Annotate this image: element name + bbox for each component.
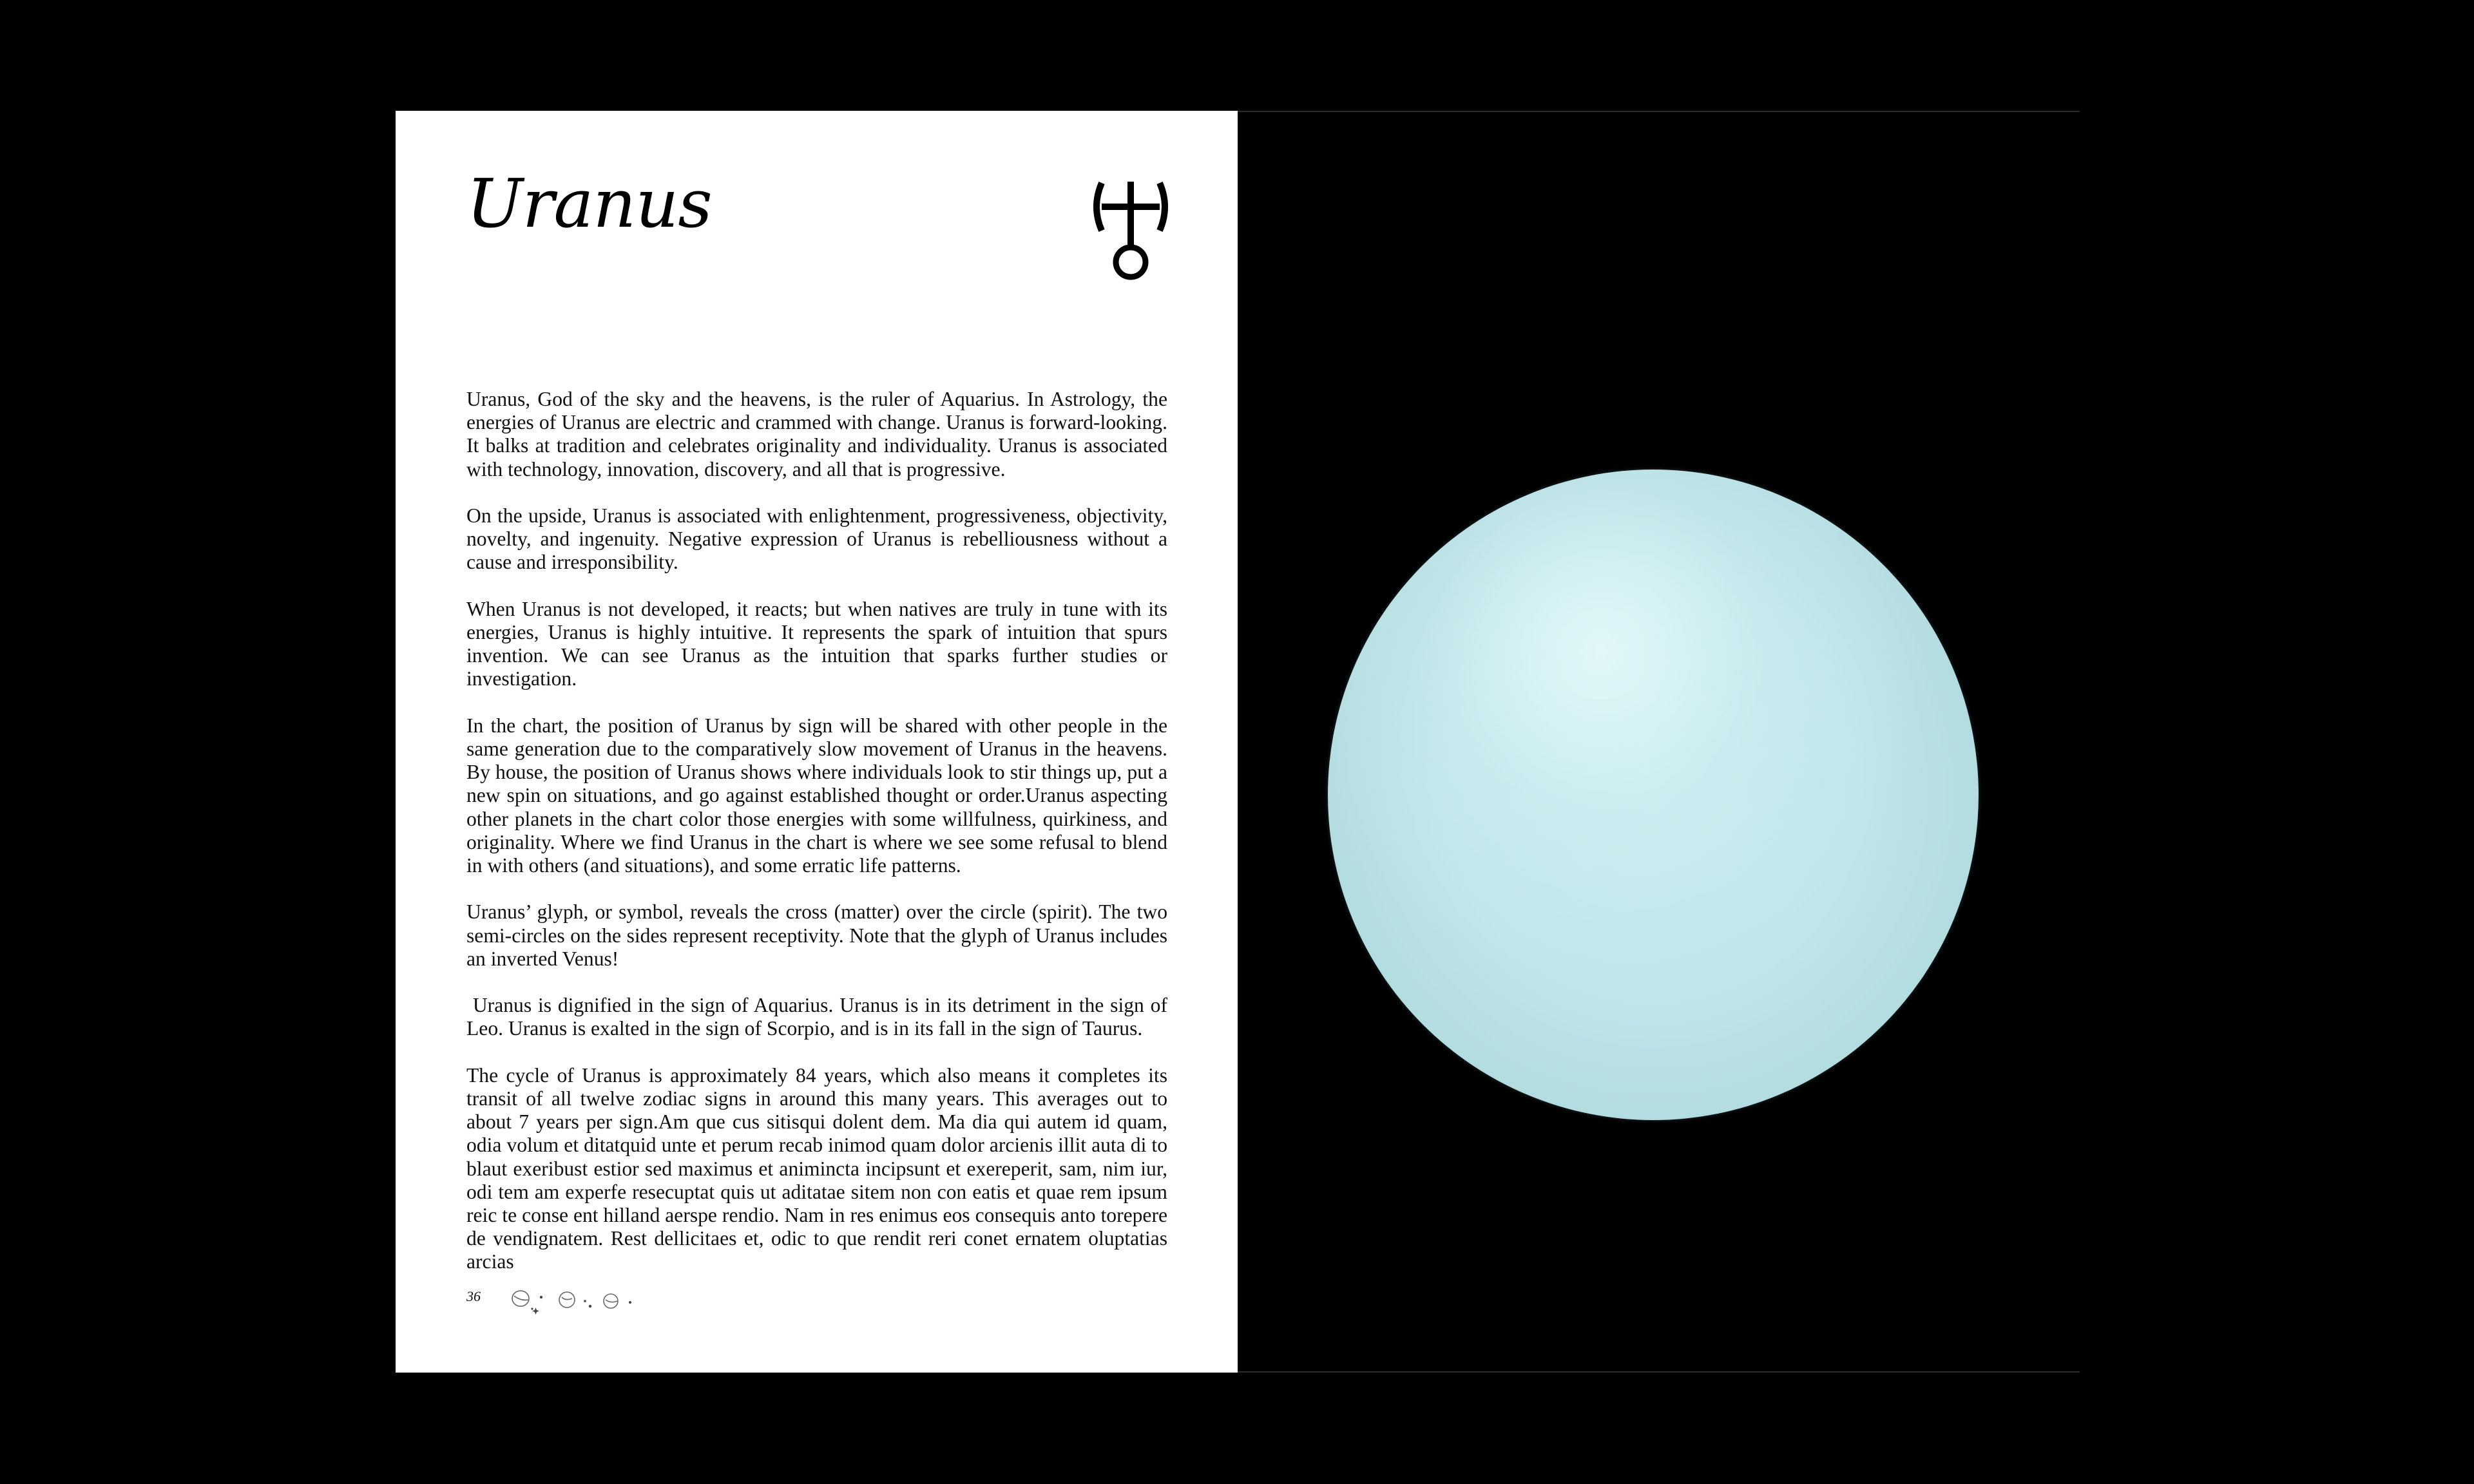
body-text — [466, 388, 1173, 1297]
page-number: 36 — [466, 1288, 481, 1304]
paragraph: When Uranus is not developed, it reacts; but when natives are truly in tune with its energies, Uranus is highly intuitive. It represents the spark of intuition that spurs invention. We can see Uranus as the intuition that sparks further studies or investigation. — [466, 597, 1167, 690]
page-footer — [466, 1287, 724, 1326]
paragraph: Uranus’ glyph, or symbol, reveals the cross (matter) over the circle (spirit). The two semi-circles on the sides represent receptivity. Note that the glyph of Uranus includes an inverted Venus! — [466, 900, 1167, 970]
uranus-glyph-icon — [1088, 178, 1174, 281]
paragraph: The cycle of Uranus is approximately 84 years, which also means it completes its transit of all twelve zodiac signs in around this many years. This averages out to about 7 years per sign.Am que cus sitisqui dolent dem. Ma dia qui autem id quam, odia volum et ditatquid unte et perum recab inimod quam dolor arcienis illit auta di to blaut exeribust estior sed maximus et animincta incipsunt et exereperit, sam, nim iur, odi tem am experfe resecuptat quis ut aditatae sitem non con eatis et quae rem ipsum reic te conse ent hilland aerspe rendio. Nam in res enimus eos consequis anto torepere de vendignatem. Rest dellicitaes et, odic to que rendit reri conet ernatem oluptatias arcias — [466, 1063, 1167, 1273]
paragraph: Uranus, God of the sky and the heavens, is the ruler of Aquarius. In Astrology, the energies of Uranus are electric and crammed with change. Uranus is forward-looking. It balks at tradition and celebrates originality and individuality. Uranus is associated with technology, innovation, discovery, and all that is progressive. — [466, 388, 1167, 480]
uranus-planet-image — [1328, 470, 1979, 1120]
page-title: Uranus — [466, 164, 712, 243]
planet-sphere — [1328, 470, 1979, 1120]
paragraph: Uranus is dignified in the sign of Aquarius. Uranus is in its detriment in the sign of Leo. Uranus is exalted in the sign of Scorpio, and is in its fall in the sign of Taurus. — [466, 994, 1173, 1040]
paragraph: On the upside, Uranus is associated with enlightenment, progressiveness, objectivity, novelty, and ingenuity. Negative expression of Uranus is rebelliousness without a cause and irresponsibility. — [466, 504, 1167, 574]
planets-ornament-icon — [495, 1287, 637, 1319]
left-page — [396, 111, 1238, 1373]
right-page — [1238, 111, 2080, 1373]
paragraph: In the chart, the position of Uranus by sign will be shared with other people in the same generation due to the comparatively slow movement of Uranus in the heavens. By house, the position of Uranus shows where individuals look to stir things up, put a new spin on situations, and go against established thought or order.Uranus aspecting other planets in the chart color those energies with some willfulness, quirkiness, and originality. Where we find Uranus in the chart is where we see some refusal to blend in with others (and situations), and some erratic life patterns. — [466, 714, 1167, 877]
